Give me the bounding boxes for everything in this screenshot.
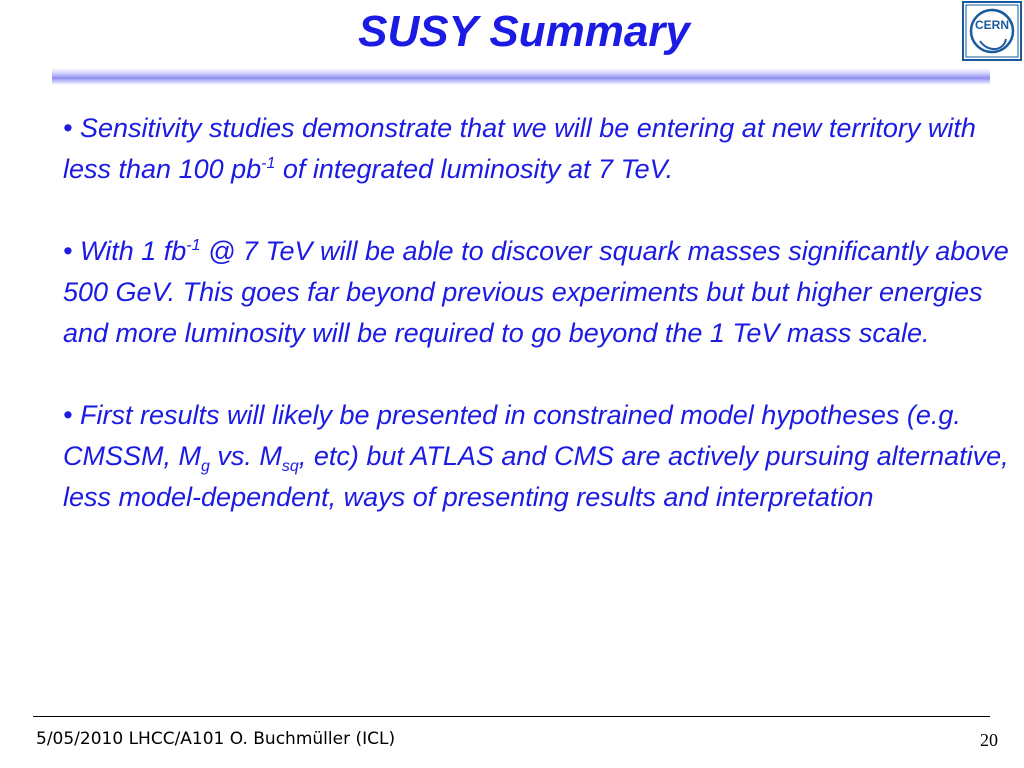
bullet-text: First results will likely be presented in constrained model hypotheses (e.g. CMSSM, M <box>63 400 961 471</box>
footer-text: 5/05/2010 LHCC/A101 O. Buchmüller (ICL) <box>36 729 396 749</box>
bullet-marker: • <box>63 236 80 266</box>
bullet-discovery-reach <box>63 231 1013 354</box>
slide-body <box>63 108 1013 559</box>
bullet-marker: • <box>63 400 80 430</box>
bullet-text: of integrated luminosity at 7 TeV. <box>275 154 674 184</box>
subscript: g <box>201 458 210 475</box>
subscript: sq <box>281 458 299 475</box>
bullet-text: Sensitivity studies demonstrate that we will be entering at new territory with less than 100 pb <box>63 113 976 184</box>
title-underline-bar <box>52 68 990 85</box>
bullet-text: , etc) but ATLAS and CMS are actively pursuing alternative, less model-dependent, ways of presenting results and interpretation <box>63 441 1009 512</box>
bullet-text: With 1 fb <box>79 236 187 266</box>
footer-divider <box>33 716 990 717</box>
slide-title: SUSY Summary <box>358 7 690 56</box>
logo-text: CERN <box>974 18 1010 32</box>
bullet-marker: • <box>63 113 80 143</box>
cern-logo <box>962 1 1022 61</box>
page-number: 20 <box>980 730 998 750</box>
bullet-text: vs. M <box>209 441 282 471</box>
superscript: -1 <box>186 237 201 254</box>
bullet-sensitivity <box>63 108 1013 190</box>
bullet-text: @ 7 TeV will be able to discover squark masses significantly above 500 GeV. This goes far beyond previous experiments but but higher energies and more luminosity will be required to go beyond the 1 TeV mass scale. <box>63 236 1009 348</box>
superscript: -1 <box>261 155 276 172</box>
bullet-first-results <box>63 395 1013 518</box>
